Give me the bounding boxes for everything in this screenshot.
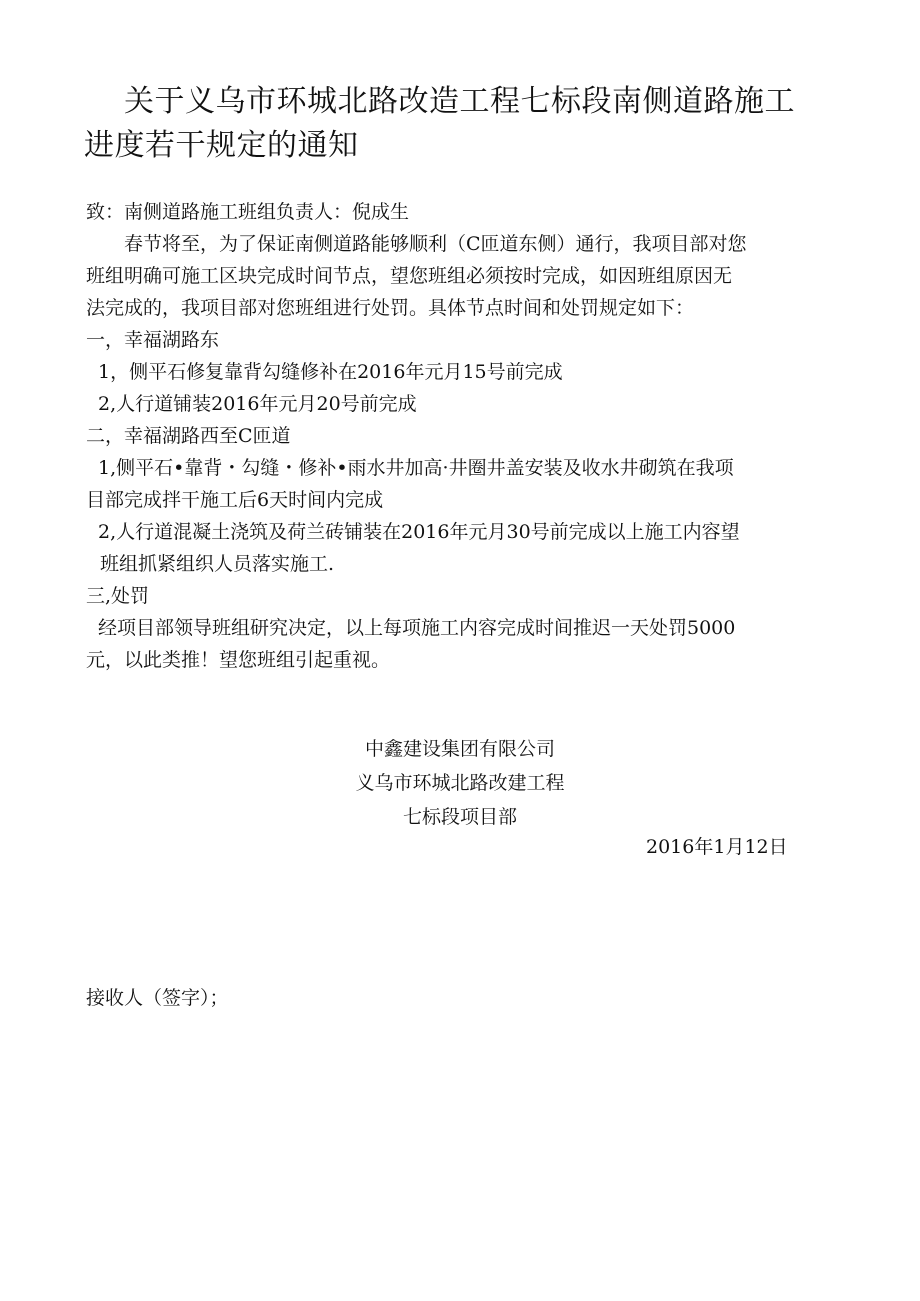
section-2-item-1-line-1: 1,侧平石•靠背・勾缝・修补•雨水井加高·井圈井盖安装及收水井砌筑在我项 [98, 457, 734, 479]
title-line-2: 进度若干规定的通知 [84, 128, 359, 163]
section-2-heading: 二，幸福湖路西至C匝道 [86, 425, 291, 447]
receiver-signature-label: 接收人（签字）； [86, 987, 229, 1009]
signature-company: 中鑫建设集团有限公司 [364, 738, 555, 760]
notice-title [84, 80, 844, 168]
notice-body [86, 196, 846, 676]
section-3-text-line-1: 经项目部领导班组研究决定，以上每项施工内容完成时间推迟一天处罚5000 [98, 617, 736, 639]
section-1-item-1: 1，侧平石修复靠背勾缝修补在2016年元月15号前完成 [98, 361, 563, 383]
intro-line-3: 法完成的，我项目部对您班组进行处罚。具体节点时间和处罚规定如下： [86, 297, 695, 319]
recipient-line: 致：南侧道路施工班组负责人：倪成生 [86, 201, 410, 223]
section-2-item-2-line-2: 班组抓紧组织人员落实施工. [100, 553, 335, 575]
signature-date: 2016年1月12日 [646, 836, 788, 858]
section-3-heading: 三,处罚 [86, 585, 150, 607]
intro-line-1: 春节将至，为了保证南侧道路能够顺利（C匝道东侧）通行，我项目部对您 [124, 233, 747, 255]
section-1-item-2: 2,人行道铺装2016年元月20号前完成 [98, 393, 417, 415]
section-2-item-1-line-2: 目部完成拌干施工后6天时间内完成 [86, 489, 384, 511]
intro-line-2: 班组明确可施工区块完成时间节点，望您班组必须按时完成，如因班组原因无 [86, 265, 733, 287]
section-1-heading: 一，幸福湖路东 [86, 329, 220, 351]
section-2-item-2-line-1: 2,人行道混凝土浇筑及荷兰砖铺装在2016年元月30号前完成以上施工内容望 [98, 521, 740, 543]
signature-department: 七标段项目部 [402, 806, 517, 828]
signature-project: 义乌市环城北路改建工程 [355, 772, 565, 794]
section-3-text-line-2: 元，以此类推！望您班组引起重视。 [86, 649, 391, 671]
title-line-1: 关于义乌市环城北路改造工程七标段南侧道路施工 [124, 84, 795, 119]
